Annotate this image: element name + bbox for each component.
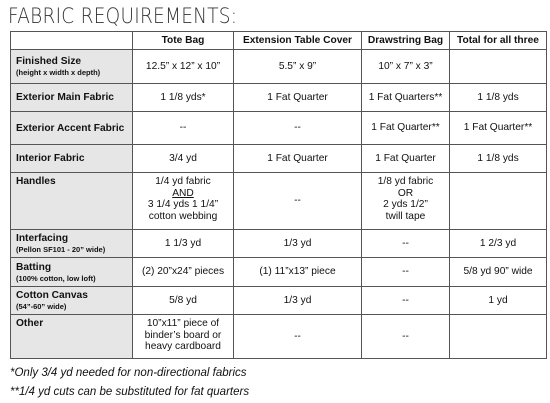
table-row (11, 84, 547, 112)
table-cell (234, 84, 362, 112)
row-label: Batting (16, 261, 52, 273)
row-label-cell (11, 258, 133, 287)
row-label-cell (11, 84, 133, 112)
cell-text: OR (397, 187, 414, 199)
row-label: Cotton Canvas (16, 290, 88, 301)
cell-text: binder’s board or (144, 329, 222, 341)
table-cell (362, 84, 450, 112)
cell-text: 1 Fat Quarter (267, 152, 328, 164)
cell-text: (1) 11”x13” piece (259, 266, 336, 278)
table-cell (362, 258, 450, 287)
table-row (11, 145, 547, 173)
row-sublabel: (54”-60” wide) (16, 302, 67, 311)
cell-text: heavy cardboard (145, 341, 221, 352)
cell-text: 1 yd (488, 294, 508, 306)
table-cell (133, 173, 234, 230)
table-cell (450, 50, 547, 84)
cell-text: twill tape (385, 210, 426, 222)
row-label-cell (11, 112, 133, 145)
table-row (11, 50, 547, 84)
cell-text: 3/4 yd (169, 152, 197, 164)
cell-text: 10”x11” piece of (146, 318, 220, 329)
table-cell (450, 315, 547, 359)
table-cell (133, 230, 234, 258)
cell-text: 1 1/8 yds (477, 152, 519, 164)
table-cell (133, 84, 234, 112)
row-label-cell (11, 173, 133, 230)
row-label-cell (11, 315, 133, 359)
row-label: Finished Size (16, 56, 82, 67)
table-row (11, 287, 547, 315)
table-cell (362, 50, 450, 84)
column-header-drawstring-bag: Drawstring Bag (362, 32, 450, 50)
cell-text: 1 Fat Quarter** (463, 122, 533, 134)
cell-text: 1/3 yd (283, 237, 312, 249)
cell-text: 3 1/4 yds 1 1/4” (147, 199, 219, 210)
cell-text: 1 2/3 yd (479, 237, 517, 249)
cell-text: -- (402, 294, 409, 306)
fabric-requirements-table (10, 31, 547, 359)
cell-text: 1 1/8 yds* (160, 91, 206, 103)
table-cell (133, 258, 234, 287)
table-cell (450, 258, 547, 287)
cell-text: 12.5” x 12” x 10” (145, 60, 221, 72)
table-cell (133, 50, 234, 84)
cell-text: 1/8 yd fabric (377, 176, 434, 187)
table-cell (234, 258, 362, 287)
table-row (11, 230, 547, 258)
table-cell (234, 50, 362, 84)
table-cell (234, 145, 362, 173)
cell-text: 1 1/8 yds (477, 91, 519, 103)
cell-text: 1 Fat Quarters** (368, 91, 443, 103)
footnotes (10, 364, 249, 402)
row-label: Other (16, 318, 44, 329)
cell-text: 5/8 yd 90” wide (463, 266, 533, 278)
row-label: Handles (16, 176, 56, 187)
table-cell (362, 145, 450, 173)
table-cell (450, 112, 547, 145)
table-cell (362, 230, 450, 258)
cell-text: AND (172, 187, 194, 199)
table-cell (234, 230, 362, 258)
table-cell (450, 145, 547, 173)
table-row (11, 258, 547, 287)
row-label-cell (11, 50, 133, 84)
row-label: Interfacing (16, 233, 69, 244)
row-sublabel: (100% cotton, low loft) (16, 273, 96, 283)
cell-text: 2 yds 1/2” (383, 199, 428, 210)
cell-text: -- (402, 266, 409, 278)
table-cell (450, 173, 547, 230)
table-cell (234, 173, 362, 230)
cell-text: -- (294, 195, 301, 207)
cell-text: 10” x 7” x 3” (378, 60, 433, 72)
table-header-row (11, 32, 547, 50)
column-header-extension-table-cover: Extension Table Cover (234, 32, 362, 50)
cell-text: 1 1/3 yd (164, 237, 202, 249)
cell-text: 1/4 yd fabric (155, 176, 211, 187)
table-cell (362, 173, 450, 230)
cell-text: -- (294, 122, 301, 134)
table-cell (362, 112, 450, 145)
row-label: Exterior Main Fabric (16, 92, 114, 103)
column-header-tote-bag: Tote Bag (133, 32, 234, 50)
cell-text: 1 Fat Quarter** (371, 122, 440, 134)
page-title: FABRIC REQUIREMENTS: (8, 4, 238, 28)
table-cell (133, 287, 234, 315)
cell-text: -- (294, 330, 301, 342)
row-label-cell (11, 145, 133, 173)
table-cell (234, 287, 362, 315)
cell-text: (2) 20”x24” pieces (141, 266, 225, 278)
row-label-cell (11, 230, 133, 258)
cell-text: 5.5” x 9” (278, 60, 317, 72)
row-label: Exterior Accent Fabric (16, 122, 125, 134)
cell-text: -- (179, 122, 187, 134)
cell-text: 5/8 yd (169, 294, 197, 306)
table-cell (133, 145, 234, 173)
table-cell (362, 315, 450, 359)
row-sublabel: (Pellon SF101 - 20” wide) (16, 245, 106, 254)
table-cell (234, 315, 362, 359)
table-cell (450, 230, 547, 258)
footnote: *Only 3/4 yd needed for non-directional fabrics (10, 367, 247, 379)
footnote: **1/4 yd cuts can be substituted for fat quarters (10, 386, 250, 398)
table-body (11, 50, 547, 359)
table-cell (133, 315, 234, 359)
table-row (11, 112, 547, 145)
table-cell (450, 287, 547, 315)
cell-text: -- (402, 237, 409, 249)
row-label: Interior Fabric (16, 153, 85, 164)
cell-text: cotton webbing (148, 210, 218, 222)
row-label-cell (11, 287, 133, 315)
cell-text: -- (402, 330, 409, 342)
table-cell (450, 84, 547, 112)
column-header-total: Total for all three (450, 32, 547, 50)
cell-text: 1 Fat Quarter (267, 91, 328, 103)
table-row (11, 173, 547, 230)
cell-text: 1/3 yd (283, 294, 312, 306)
table-cell (234, 112, 362, 145)
table-cell (133, 112, 234, 145)
table-row (11, 315, 547, 359)
row-sublabel: (height x width x depth) (16, 68, 101, 77)
header-corner (11, 32, 133, 50)
table-cell (362, 287, 450, 315)
cell-text: 1 Fat Quarter (375, 152, 436, 164)
